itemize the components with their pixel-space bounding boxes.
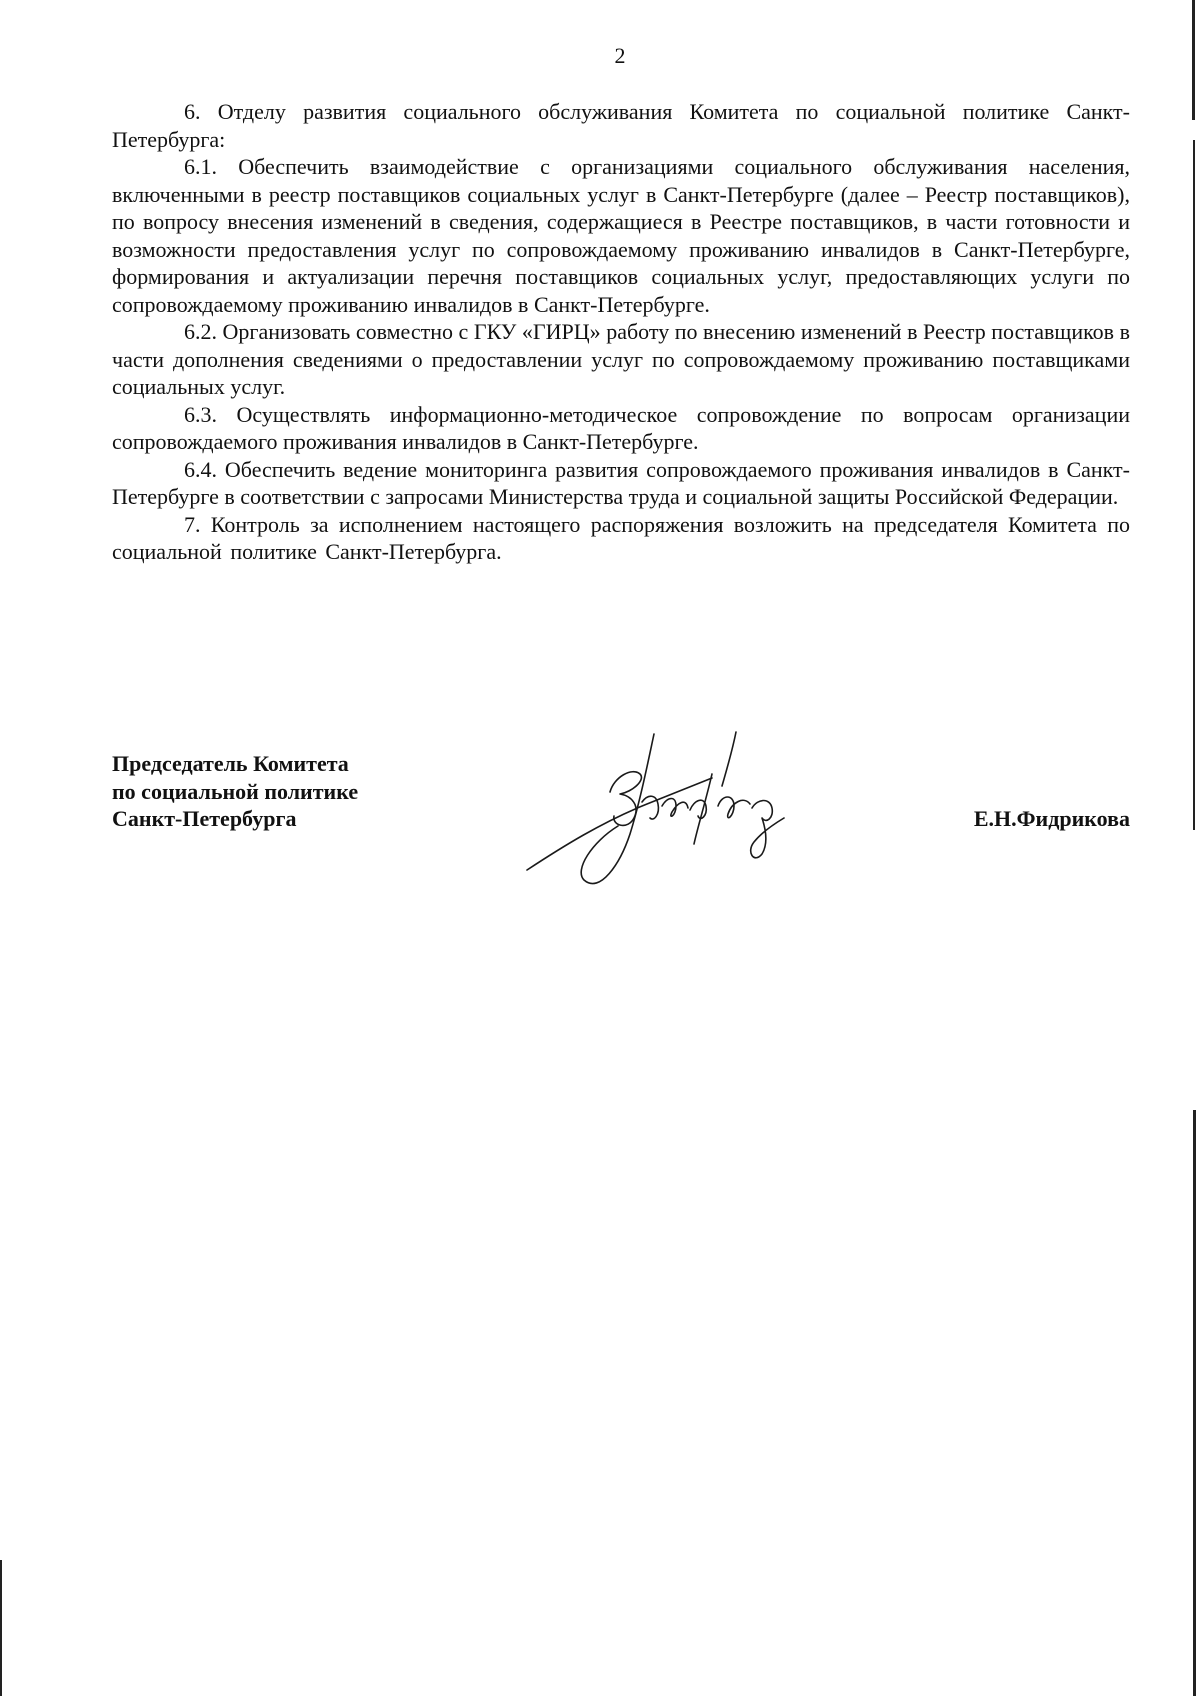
document-body <box>112 98 1130 566</box>
scan-edge-mark <box>1193 140 1195 830</box>
signatory-title-line: Санкт-Петербурга <box>112 806 297 831</box>
paragraph-6-3: 6.3. Осуществлять информационно-методическое сопровождение по вопросам организации сопровождаемого проживания инвалидов в Санкт-Петербурге. <box>112 401 1130 454</box>
signature-block <box>112 750 1130 900</box>
paragraph-6-1: 6.1. Обеспечить взаимодействие с организациями социального обслуживания населения, включенными в реестр поставщиков социальных услуг в Санкт-Петербурге (далее – Реестр поставщиков), по вопросу внесения изменений в сведения, содержащиеся в Реестре поставщиков, в части готовности и возможности предоставления услуг по сопровождаемому проживанию инвалидов в Санкт-Петербурге, формирования и актуализации перечня поставщиков социальных услуг, предоставляющих услуги по сопровождаемому проживанию инвалидов в Санкт-Петербурге. <box>112 154 1130 317</box>
signatory-title-line: по социальной политике <box>112 778 359 804</box>
signatory-title-line: Председатель Комитета <box>112 751 349 776</box>
signatory-name: Е.Н.Фидрикова <box>973 806 1130 831</box>
paragraph-6: 6. Отделу развития социального обслуживания Комитета по социальной политике Санкт-Петербурга: <box>112 99 1130 152</box>
signatory-title <box>112 750 358 833</box>
scan-edge-mark <box>1192 0 1195 120</box>
paragraph-6-4: 6.4. Обеспечить ведение мониторинга развития сопровождаемого проживания инвалидов в Санкт-Петербурге в соответствии с запросами Министерства труда и социальной защиты Российской Федерации. <box>112 456 1130 509</box>
scan-edge-mark <box>0 1560 2 1696</box>
handwritten-signature <box>522 722 822 892</box>
scan-edge-mark <box>1193 1110 1196 1696</box>
paragraph-6-2: 6.2. Организовать совместно с ГКУ «ГИРЦ» работу по внесению изменений в Реестр поставщиков в части дополнения сведениями о предоставлении услуг по сопровождаемому проживанию поставщиками социальных услуг. <box>112 319 1130 399</box>
page-number: 2 <box>614 43 626 68</box>
paragraph-7: 7. Контроль за исполнением настоящего распоряжения возложить на председателя Комитета по социальной политике Санкт-Петербурга. <box>112 511 1130 564</box>
